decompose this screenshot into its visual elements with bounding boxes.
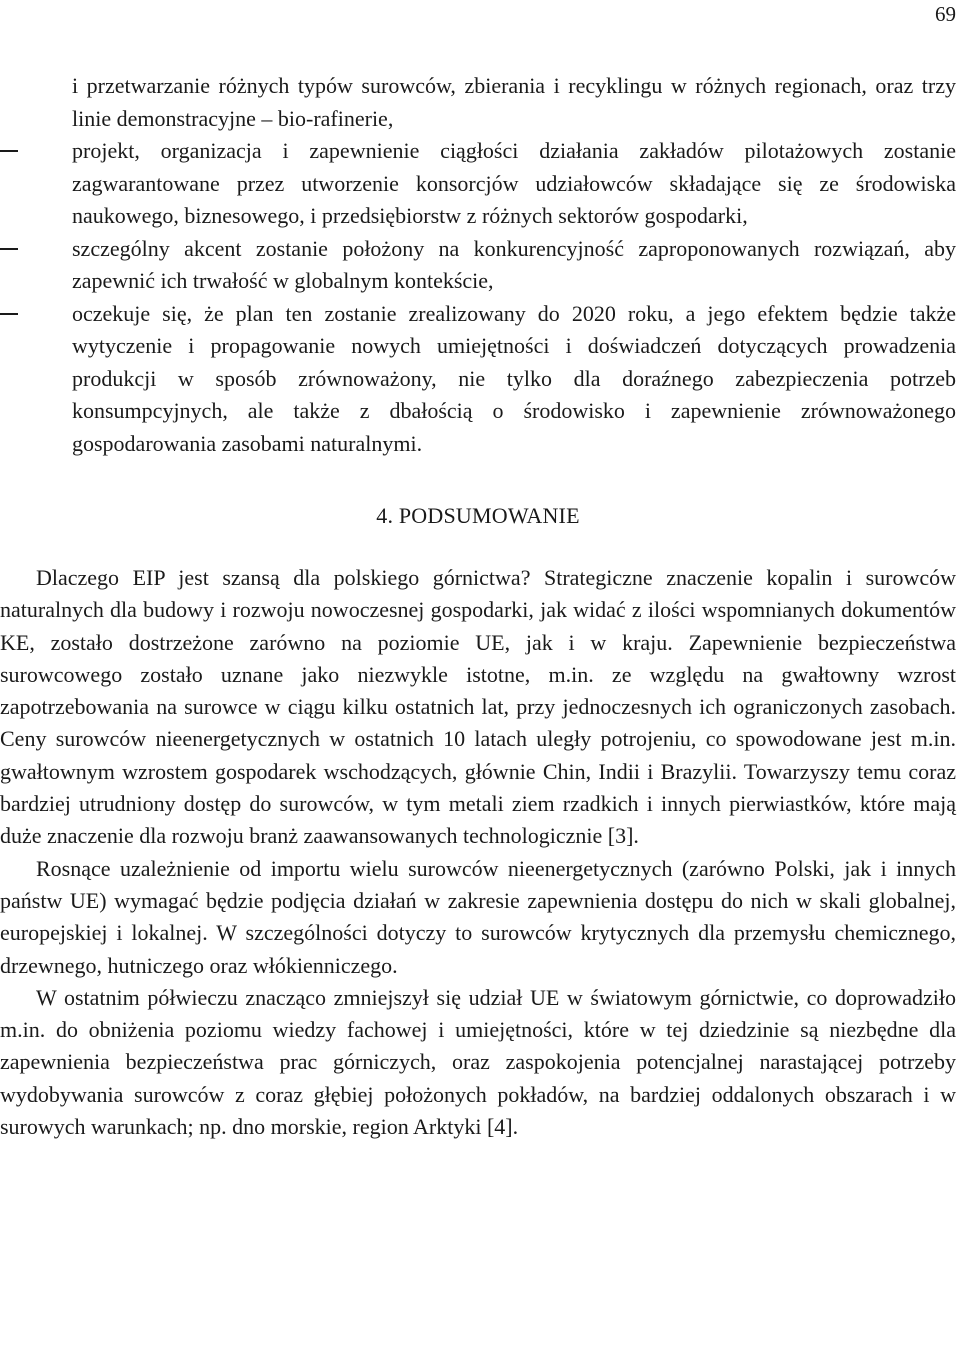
dash-bullet (0, 313, 18, 315)
list-item-text: projekt, organizacja i zapewnienie ciągłości działania zakładów pilotażowych zostanie zagwarantowane przez utworzenie konsorcjów udziałowców składające się ze środowiska naukowego, biznesowego, i przedsiębiorstw z różnych sektorów gospodarki, (72, 138, 956, 228)
page-content (0, 70, 956, 1143)
paragraph: Rosnące uzależnienie od importu wielu surowców nieenergetycznych (zarówno Polski, jak i innych państw UE) wymagać będzie podjęcia działań w zakresie zapewnienia dostępu do nich w skali globalnej, europejskiej i lokalnej. W szczególności dotyczy to surowców krytycznych dla przemysłu chemicznego, drzewnego, hutniczego oraz włókienniczego. (0, 855, 956, 978)
list-item (0, 298, 956, 461)
page-number: 69 (935, 2, 956, 26)
section-heading: 4. PODSUMOWANIE (376, 503, 580, 528)
list-item-text: szczególny akcent zostanie położony na konkurencyjność zaproponowanych rozwiązań, aby zapewnić ich trwałość w globalnym kontekście, (72, 235, 956, 293)
dash-bullet (0, 150, 18, 152)
section-body (0, 562, 956, 1143)
paragraph: W ostatnim półwieczu znacząco zmniejszył się udział UE w światowym górnictwie, co doprowadziło m.in. do obniżenia poziomu wiedzy fachowej i umiejętności, które w tej dziedzinie są niezbędne dla zapewnienia bezpieczeństwa prac górniczych, oraz zaspokojenia potencjalnej narastającej potrzeby wydobywania surowców z coraz głębiej położonych pokładów, na bardziej oddalonych obszarach i w surowych warunkach; np. dno morskie, region Arktyki [4]. (0, 984, 956, 1140)
bullet-list (0, 70, 956, 460)
dash-bullet (0, 248, 18, 250)
list-item-text: oczekuje się, że plan ten zostanie zrealizowany do 2020 roku, a jego efektem będzie także wytyczenie i propagowanie nowych umiejętności i doświadczeń dotyczących prowadzenia produkcji w sposób zrównoważony, nie tylko dla doraźnego zabezpieczenia potrzeb konsumpcyjnych, ale także z dbałością o środowisko i zapewnienie zrównoważonego gospodarowania zasobami naturalnymi. (72, 300, 956, 456)
paragraph: Dlaczego EIP jest szansą dla polskiego górnictwa? Strategiczne znaczenie kopalin i surowców naturalnych dla budowy i rozwoju nowoczesnej gospodarki, jak widać z ilości wspomnianych dokumentów KE, zostało dostrzeżone zarówno na poziomie UE, jak i w kraju. Zapewnienie bezpieczeństwa surowcowego zostało uznane jako niezwykle istotne, m.in. ze względu na gwałtowny wzrost zapotrzebowania na surowce w ciągu kilku ostatnich lat, przy jednoczesnych ich ograniczonych zasobach. Ceny surowców nieenergetycznych w ostatnich 10 latach uległy potrojeniu, co spowodowane jest m.in. gwałtownym wzrostem gospodarek wschodzących, głównie Chin, Indii i Brazylii. Towarzyszy temu coraz bardziej utrudniony dostęp do surowców, w tym metali ziem rzadkich i innych pierwiastków, które mają duże znaczenie dla rozwoju branż zaawansowanych technologicznie [3]. (0, 565, 956, 849)
list-continuation-text: i przetwarzanie różnych typów surowców, zbierania i recyklingu w różnych regionach, oraz trzy linie demonstracyjne – bio-rafinerie, (72, 73, 956, 131)
list-item (0, 135, 956, 233)
list-item (0, 233, 956, 298)
